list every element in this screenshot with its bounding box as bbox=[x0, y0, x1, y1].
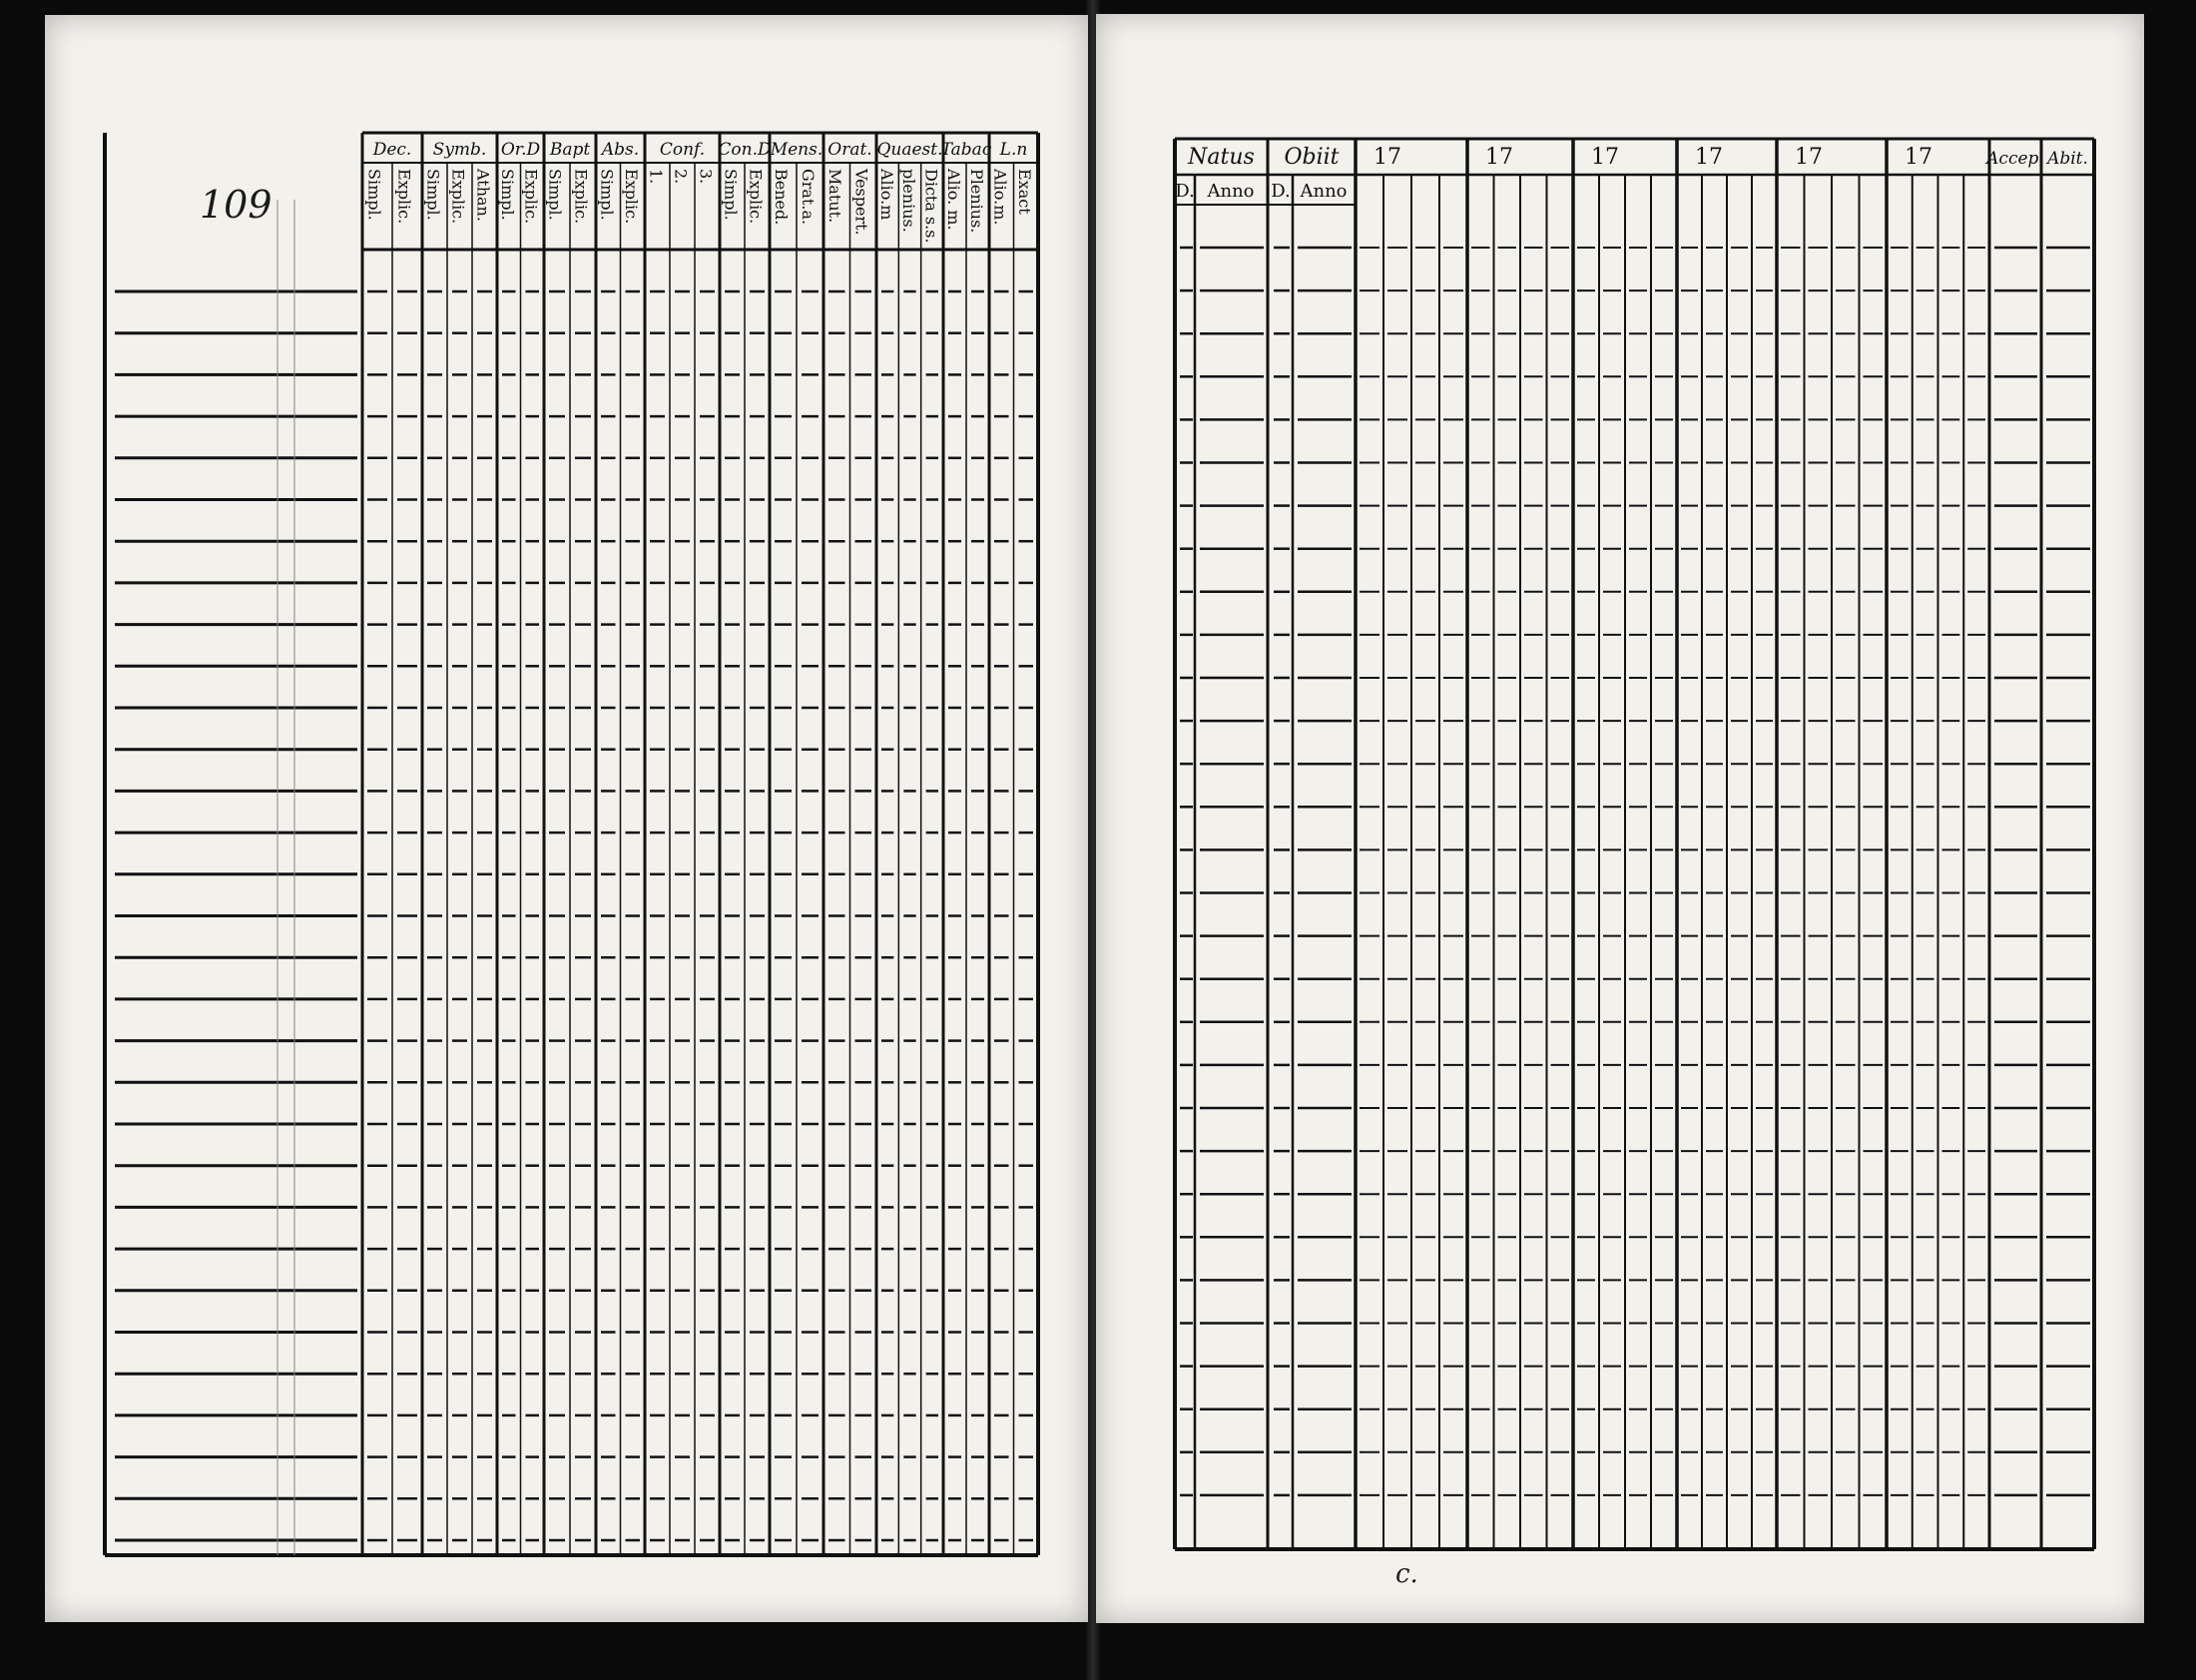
right-column-header: 17 bbox=[1905, 145, 1932, 170]
left-subcolumn-label: Explic. bbox=[746, 169, 766, 225]
left-group-header: Dec. bbox=[372, 140, 412, 160]
left-subcolumn-label: Simpl. bbox=[545, 169, 565, 221]
left-subcolumn-label: Athan. bbox=[473, 169, 493, 222]
left-subcolumn-label: plenius. bbox=[899, 169, 919, 233]
left-subcolumn-label: 3. bbox=[696, 169, 716, 185]
right-column-header: 17 bbox=[1695, 145, 1723, 170]
left-subcolumn-label: Alio.m bbox=[876, 169, 896, 221]
left-group-header: Or.D bbox=[500, 140, 541, 160]
left-subcolumn-label: Exact bbox=[1014, 169, 1034, 215]
right-column-header: Obiit bbox=[1284, 145, 1340, 170]
left-group-header: Tabac bbox=[940, 140, 992, 160]
left-subcolumn-label: Plenius. bbox=[967, 169, 987, 234]
left-subcolumn-label: Matut. bbox=[824, 169, 844, 224]
right-column-header: Accep. bbox=[1986, 149, 2044, 169]
left-subcolumn-label: Vespert. bbox=[851, 169, 871, 236]
left-subcolumn-label: 2. bbox=[671, 169, 691, 185]
left-group-header: Bapt bbox=[549, 140, 591, 160]
left-subcolumn-label: Grat.a. bbox=[798, 169, 818, 226]
left-subcolumn-label: Alio. m. bbox=[944, 169, 964, 231]
left-subcolumn-label: 1. bbox=[646, 169, 666, 185]
right-column-header: Abit. bbox=[2047, 149, 2088, 169]
right-column-header: Natus bbox=[1188, 145, 1255, 170]
left-group-header: Orat. bbox=[827, 140, 872, 160]
right-subheader: D. bbox=[1175, 181, 1195, 202]
left-group-header: Mens. bbox=[770, 140, 824, 160]
left-subcolumn-label: Alio.m. bbox=[990, 169, 1010, 226]
left-subcolumn-label: Simpl. bbox=[423, 169, 443, 221]
left-subcolumn-label: Explic. bbox=[571, 169, 591, 225]
left-subcolumn-label: Simpl. bbox=[597, 169, 617, 221]
right-column-header: 17 bbox=[1591, 145, 1619, 170]
left-subcolumn-label: Simpl. bbox=[721, 169, 741, 221]
left-subcolumn-label: Simpl. bbox=[364, 169, 384, 221]
left-subcolumn-label: Explic. bbox=[521, 169, 541, 225]
right-subheader: Anno bbox=[1207, 181, 1255, 202]
left-group-header: Conf. bbox=[659, 140, 706, 160]
right-column-header: 17 bbox=[1373, 145, 1401, 170]
left-group-header: Con.D bbox=[718, 140, 772, 160]
left-group-header: Symb. bbox=[432, 140, 487, 160]
right-subheader: Anno bbox=[1300, 181, 1348, 202]
left-subcolumn-label: Simpl. bbox=[498, 169, 518, 221]
left-subcolumn-label: Dicta s.s. bbox=[921, 169, 941, 244]
left-group-header: Abs. bbox=[601, 140, 640, 160]
right-column-header: 17 bbox=[1795, 145, 1823, 170]
right-subheader: D. bbox=[1271, 181, 1291, 202]
left-subcolumn-label: Explic. bbox=[394, 169, 414, 225]
left-subcolumn-label: Bened. bbox=[771, 169, 791, 226]
left-subcolumn-label: Explic. bbox=[448, 169, 468, 225]
right-column-header: 17 bbox=[1485, 145, 1513, 170]
footer-mark: c. bbox=[1395, 1559, 1418, 1589]
folio-number: 109 bbox=[200, 183, 273, 227]
left-group-header: Quaest. bbox=[876, 140, 943, 160]
left-group-header: L.n bbox=[999, 140, 1028, 160]
left-subcolumn-label: Explic. bbox=[621, 169, 641, 225]
